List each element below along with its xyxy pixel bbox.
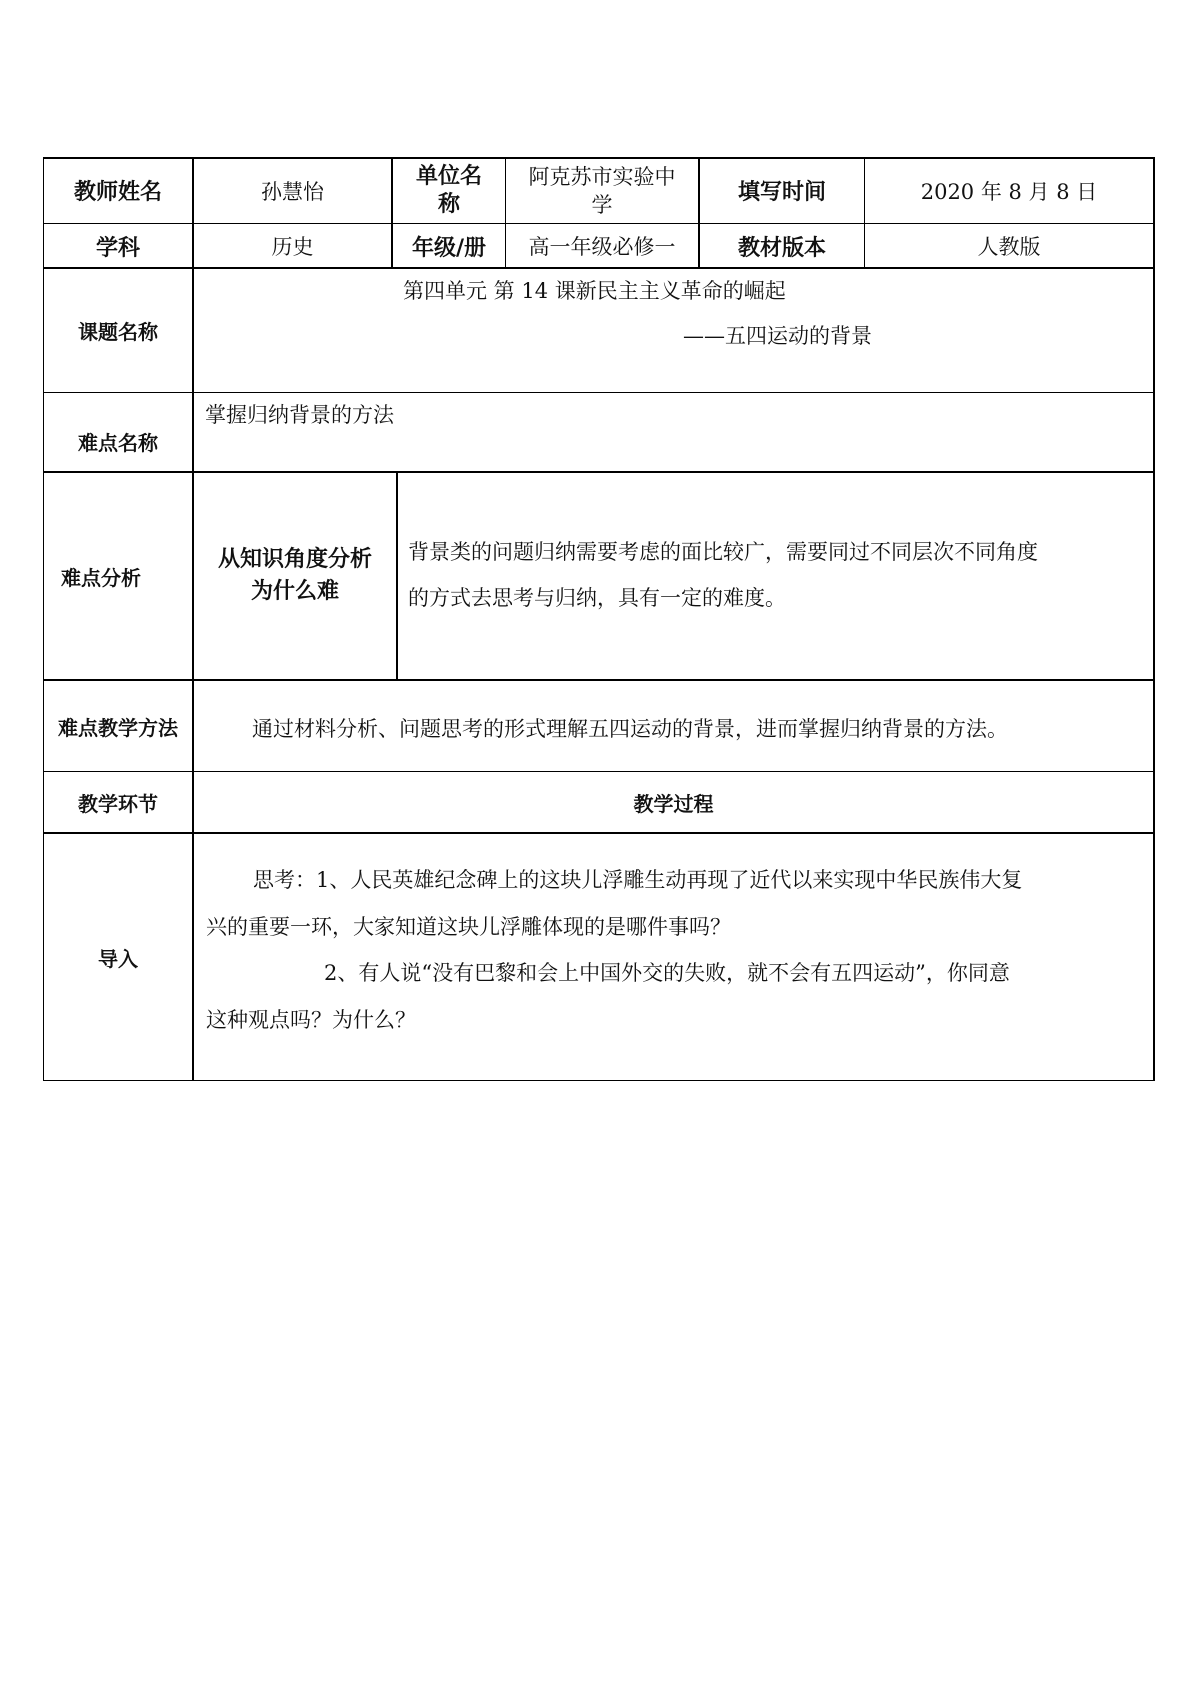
unit-value	[506, 157, 698, 224]
edition-label: 教材版本	[737, 235, 826, 261]
grade-label: 年级/册	[411, 235, 487, 261]
analysis-column-divider	[396, 472, 398, 680]
subject-label: 学科	[95, 235, 140, 261]
row-divider	[43, 832, 1155, 834]
subject-value: 历史	[271, 235, 314, 259]
analysis-text-line1: 背景类的问题归纳需要考虑的面比较广，需要同过不同层次不同角度	[408, 540, 1038, 564]
date-label: 填写时间	[737, 180, 826, 205]
unit-label	[393, 157, 505, 224]
unit-value-line1: 阿克苏市实验中	[528, 164, 676, 189]
intro-question-1-line2: 兴的重要一环，大家知道这块儿浮雕体现的是哪件事吗？	[206, 915, 731, 939]
method-value: 通过材料分析、问题思考的形式理解五四运动的背景，进而掌握归纳背景的方法。	[252, 717, 1008, 741]
difficulty-value: 掌握归纳背景的方法	[205, 403, 394, 427]
teacher-label: 教师姓名	[73, 180, 162, 205]
row-divider	[43, 392, 1155, 393]
analysis-subheading	[194, 473, 396, 679]
unit-value-line2: 学	[591, 192, 613, 217]
table-right-border	[1153, 157, 1155, 1081]
process-label: 教学过程	[633, 791, 714, 816]
intro-label: 导入	[98, 946, 138, 971]
analysis-subheading-line2: 为什么难	[250, 579, 339, 604]
intro-question-1-line1: 思考：1、人民英雄纪念碑上的这块儿浮雕生动再现了近代以来实现中华民族伟大复	[253, 868, 1023, 892]
row-divider	[43, 679, 1155, 681]
method-label: 难点教学方法	[58, 715, 178, 740]
analysis-text-line2: 的方式去思考与归纳，具有一定的难度。	[408, 586, 786, 610]
intro-question-2-line2: 这种观点吗？为什么？	[206, 1008, 416, 1032]
teacher-value: 孙慧怡	[261, 179, 324, 204]
topic-title: 第四单元 第 14 课新民主主义革命的崛起	[403, 279, 786, 303]
table-bottom-border	[43, 1080, 1155, 1081]
analysis-label: 难点分析	[61, 565, 141, 590]
difficulty-label: 难点名称	[78, 430, 158, 455]
date-value: 2020 年 8 月 8 日	[920, 179, 1098, 204]
topic-subtitle: ——五四运动的背景	[683, 324, 872, 348]
intro-question-2-line1: 2、有人说“没有巴黎和会上中国外交的失败，就不会有五四运动”，你同意	[324, 961, 1010, 985]
unit-label-line1: 单位名	[415, 163, 482, 189]
grade-value: 高一年级必修一	[528, 235, 676, 259]
topic-label: 课题名称	[78, 320, 158, 344]
lesson-plan-table	[43, 157, 1155, 1081]
edition-value: 人教版	[977, 235, 1041, 259]
analysis-subheading-line1: 从知识角度分析	[217, 547, 372, 572]
stage-label: 教学环节	[78, 791, 158, 816]
unit-label-line2: 称	[437, 191, 460, 217]
